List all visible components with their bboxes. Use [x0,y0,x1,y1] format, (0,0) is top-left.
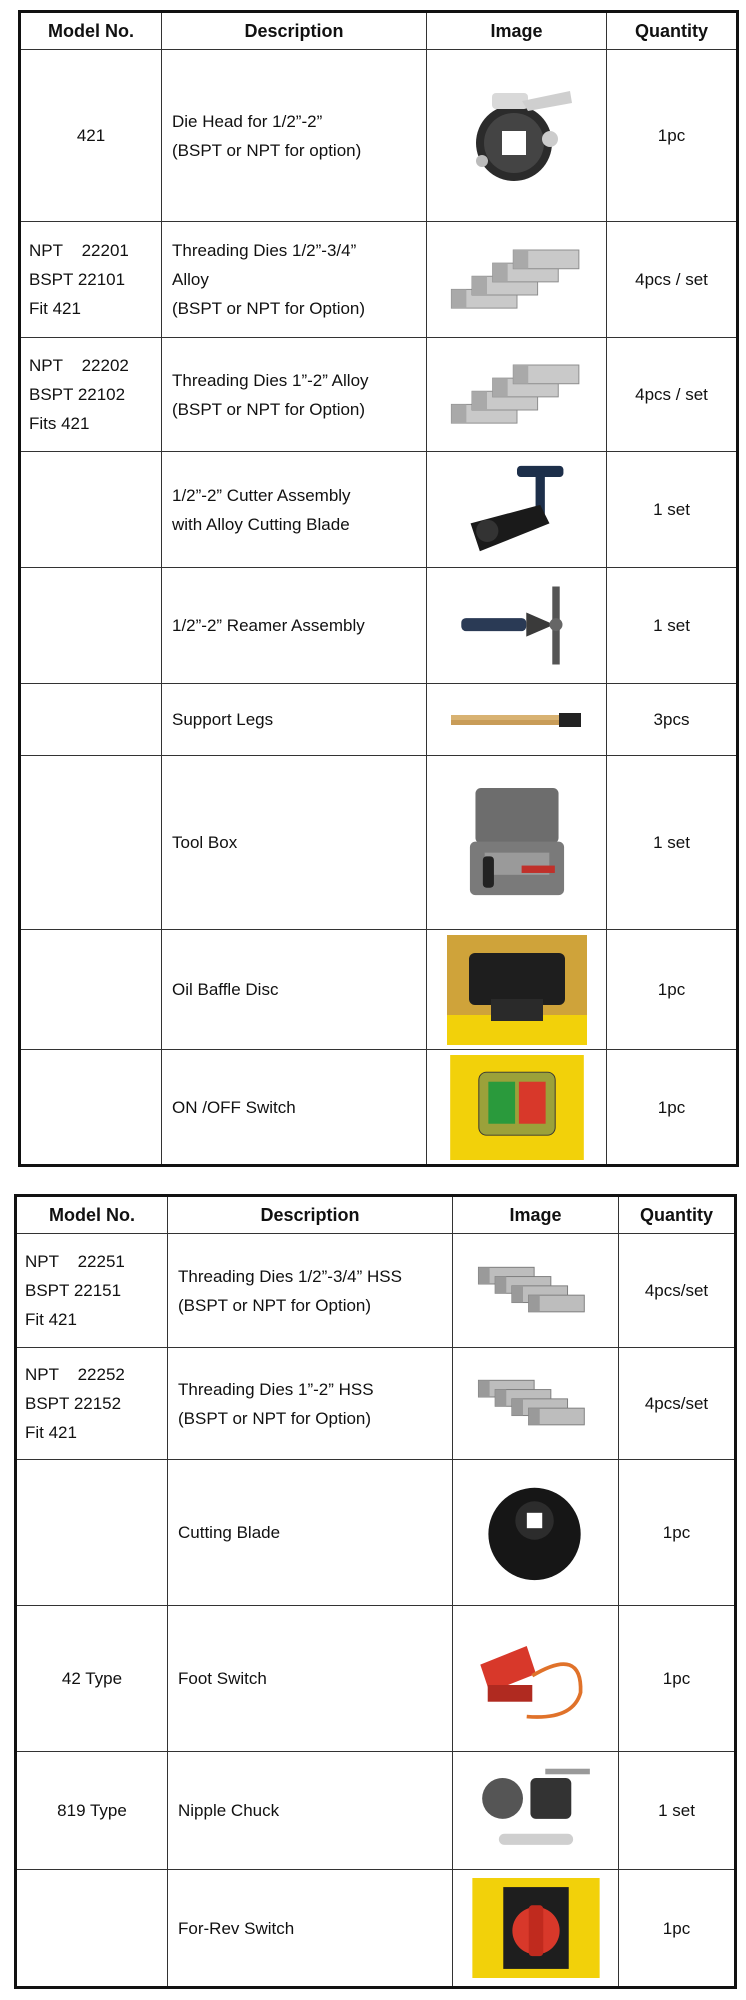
model-text: 42 Type [61,1669,123,1688]
image-cell [427,684,607,756]
model-text: BSPT 22151 [25,1281,122,1300]
image-cell [427,930,607,1050]
model-cell [20,452,162,568]
image-cell [427,222,607,338]
model-cell [20,756,162,930]
model-text: Fits 421 [29,414,90,433]
description-cell [168,1234,453,1348]
quantity-cell: 1 set [607,568,738,684]
header-image: Image [453,1196,619,1234]
table-row [20,568,738,684]
model-text: NPT 22201 [29,241,129,260]
model-text: NPT 22251 [25,1252,125,1271]
threading-dies-icon [427,230,606,330]
table-row [20,930,738,1050]
description-text: 1/2”-2” Cutter Assembly [172,485,351,505]
table-row [16,1234,736,1348]
description-text: Support Legs [172,710,274,729]
model-cell [16,1606,168,1752]
tool-box-icon [427,780,606,905]
image-cell [427,756,607,930]
description-text: Tool Box [172,833,238,852]
model-cell [16,1348,168,1460]
image-cell [427,50,607,222]
description-cell [168,1460,453,1606]
description-text: (BSPT or NPT for Option) [172,399,366,419]
description-text: 1/2”-2” Reamer Assembly [172,616,365,635]
table-row [16,1870,736,1988]
support-legs-icon [427,705,606,735]
model-cell [20,338,162,452]
description-cell [162,568,427,684]
model-text: Fit 421 [25,1423,77,1442]
image-cell [427,338,607,452]
quantity-cell: 4pcs / set [607,338,738,452]
table-row [20,684,738,756]
description-cell [162,756,427,930]
quantity-cell: 1pc [619,1460,736,1606]
model-text: BSPT 22152 [25,1394,122,1413]
quantity-cell: 1pc [619,1606,736,1752]
cutter-assembly-icon [427,457,606,562]
header-quantity: Quantity [607,12,738,50]
table-row [16,1606,736,1752]
die-head-icon [427,81,606,191]
description-cell [162,338,427,452]
image-cell [453,1606,619,1752]
nipple-chuck-icon [453,1758,618,1863]
header-row [20,12,738,50]
description-cell [168,1606,453,1752]
model-text: NPT 22202 [29,356,129,375]
table-row [16,1348,736,1460]
cutting-blade-icon [453,1478,618,1588]
oil-baffle-disc-icon [427,935,606,1045]
description-text: Nipple Chuck [178,1801,280,1820]
parts-table-1 [18,10,739,1167]
description-cell [168,1870,453,1988]
description-text: Die Head for 1/2”-2” [172,111,323,131]
model-cell [20,50,162,222]
table-row [20,338,738,452]
quantity-cell: 4pcs / set [607,222,738,338]
table-row [20,452,738,568]
quantity-cell: 1pc [607,50,738,222]
description-text: For-Rev Switch [178,1918,295,1938]
description-text: ON /OFF Switch [172,1097,296,1117]
hss-dies-icon [453,1371,618,1436]
model-text: BSPT 22101 [29,270,126,289]
description-text: (BSPT or NPT for Option) [172,299,366,318]
header-model: Model No. [16,1196,168,1234]
hss-dies-icon [453,1258,618,1323]
on-off-switch-icon [427,1055,606,1160]
quantity-cell: 1pc [619,1870,736,1988]
model-cell [20,222,162,338]
model-cell [20,930,162,1050]
foot-switch-icon [453,1626,618,1731]
header-row [16,1196,736,1234]
description-text: (BSPT or NPT for option) [172,140,362,160]
model-cell [16,1870,168,1988]
model-cell [16,1752,168,1870]
image-cell [453,1234,619,1348]
description-text: (BSPT or NPT for Option) [178,1295,372,1315]
table-row [20,222,738,338]
description-text: Threading Dies 1”-2” HSS [178,1379,374,1399]
table-row [16,1460,736,1606]
header-description: Description [168,1196,453,1234]
image-cell [427,452,607,568]
description-text: Oil Baffle Disc [172,980,279,999]
description-text: Threading Dies 1/2”-3/4” [172,241,357,260]
description-text: Cutting Blade [178,1523,281,1542]
quantity-cell: 1pc [607,930,738,1050]
table-row [20,756,738,930]
description-cell [162,452,427,568]
header-model: Model No. [20,12,162,50]
image-cell [427,568,607,684]
table-row [20,1050,738,1166]
quantity-cell: 1 set [619,1752,736,1870]
model-cell [20,568,162,684]
quantity-cell: 1 set [607,756,738,930]
table-row [16,1752,736,1870]
description-cell [168,1348,453,1460]
image-cell [427,1050,607,1166]
description-cell [162,50,427,222]
quantity-cell: 1 set [607,452,738,568]
description-text: Threading Dies 1”-2” Alloy [172,370,369,390]
header-description: Description [162,12,427,50]
reamer-assembly-icon [427,578,606,673]
description-cell [168,1752,453,1870]
model-cell [16,1460,168,1606]
description-text: Threading Dies 1/2”-3/4” HSS [178,1266,402,1286]
description-text: (BSPT or NPT for Option) [178,1408,372,1428]
description-text: with Alloy Cutting Blade [172,514,350,534]
model-cell [16,1234,168,1348]
image-cell [453,1870,619,1988]
description-text: Foot Switch [178,1669,267,1688]
threading-dies-icon [427,345,606,445]
image-cell [453,1460,619,1606]
image-cell [453,1348,619,1460]
quantity-cell: 1pc [607,1050,738,1166]
model-text: NPT 22252 [25,1365,125,1384]
model-cell [20,1050,162,1166]
quantity-cell: 4pcs/set [619,1234,736,1348]
description-cell [162,222,427,338]
model-text: 819 Type [57,1801,127,1820]
model-text: Fit 421 [29,299,81,318]
for-rev-switch-icon [453,1878,618,1978]
model-cell [20,684,162,756]
quantity-cell: 3pcs [607,684,738,756]
header-image: Image [427,12,607,50]
model-text: 421 [76,126,106,145]
quantity-cell: 4pcs/set [619,1348,736,1460]
description-cell [162,930,427,1050]
model-text: Fit 421 [25,1310,77,1329]
description-cell [162,684,427,756]
model-text: BSPT 22102 [29,385,126,404]
image-cell [453,1752,619,1870]
header-quantity: Quantity [619,1196,736,1234]
description-cell [162,1050,427,1166]
parts-table-2 [14,1194,737,1989]
description-text: Alloy [172,270,209,289]
table-row [20,50,738,222]
